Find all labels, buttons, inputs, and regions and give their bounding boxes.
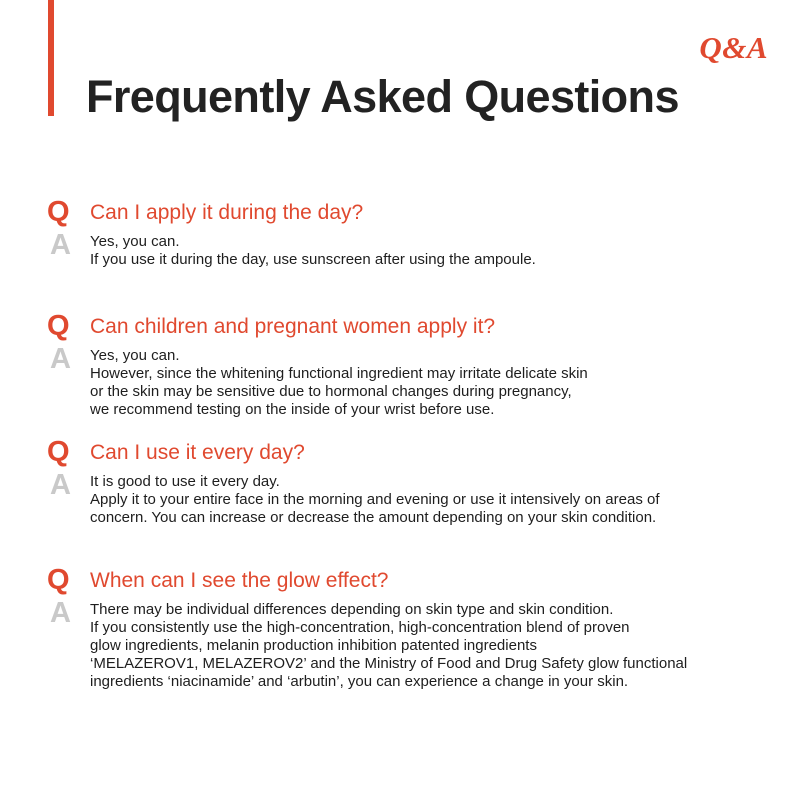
question-marker: Q (47, 564, 70, 596)
page-title: Frequently Asked Questions (86, 71, 679, 122)
question-marker: Q (47, 196, 70, 228)
answer-marker: A (50, 469, 71, 501)
answer-text (90, 601, 780, 691)
answer-line: glow ingredients, melanin production inhibition patented ingredients (90, 637, 537, 654)
answer-line: ingredients ‘niacinamide’ and ‘arbutin’, you can experience a change in your skin. (90, 673, 629, 690)
answer-line: If you use it during the day, use sunscreen after using the ampoule. (90, 251, 536, 268)
question-text: Can children and pregnant women apply it? (90, 315, 496, 338)
answer-line: If you consistently use the high-concentration, high-concentration blend of proven (90, 619, 630, 636)
answer-line: ‘MELAZEROV1, MELAZEROV2’ and the Ministry of Food and Drug Safety glow functional (90, 655, 688, 672)
answer-line: Apply it to your entire face in the morning and evening or use it intensively on areas of (90, 491, 660, 508)
answer-marker: A (50, 229, 71, 261)
accent-bar (48, 0, 54, 116)
answer-text (90, 473, 780, 527)
answer-line: or the skin may be sensitive due to hormonal changes during pregnancy, (90, 383, 572, 400)
answer-line: However, since the whitening functional ingredient may irritate delicate skin (90, 365, 588, 382)
answer-text (90, 233, 780, 269)
qa-badge: Q&A (699, 30, 768, 65)
answer-marker: A (50, 343, 71, 375)
answer-line: Yes, you can. (90, 347, 180, 364)
question-marker: Q (47, 310, 70, 342)
answer-text (90, 347, 780, 419)
question-text: Can I apply it during the day? (90, 201, 364, 224)
answer-line: There may be individual differences depending on skin type and skin condition. (90, 601, 614, 618)
question-text: Can I use it every day? (90, 441, 305, 464)
question-marker: Q (47, 436, 70, 468)
answer-line: Yes, you can. (90, 233, 180, 250)
answer-line: we recommend testing on the inside of your wrist before use. (90, 401, 495, 418)
answer-marker: A (50, 597, 71, 629)
question-text: When can I see the glow effect? (90, 569, 389, 592)
answer-line: It is good to use it every day. (90, 473, 280, 490)
answer-line: concern. You can increase or decrease the amount depending on your skin condition. (90, 509, 657, 526)
